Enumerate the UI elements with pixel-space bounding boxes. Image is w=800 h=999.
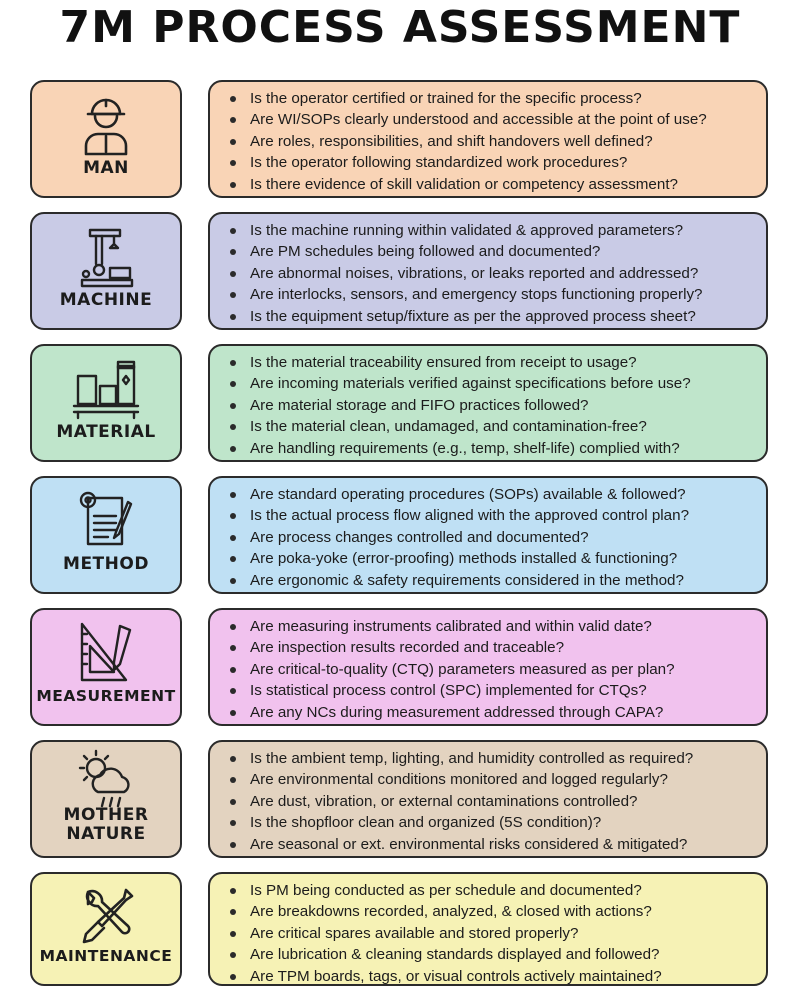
- category-card: [30, 476, 182, 594]
- checklist-item: Are material storage and FIFO practices followed?: [228, 395, 758, 416]
- section-material: [30, 344, 770, 462]
- section-mother-nature: [30, 740, 770, 858]
- category-label: MOTHER NATURE: [63, 805, 149, 844]
- checklist-box: [208, 212, 768, 330]
- checklist-item: Are handling requirements (e.g., temp, shelf-life) complied with?: [228, 438, 758, 459]
- section-maintenance: [30, 872, 770, 986]
- document-gear-icon: [32, 488, 180, 558]
- checklist-item: Is the material traceability ensured from receipt to usage?: [228, 352, 758, 373]
- checklist-item: Are environmental conditions monitored and logged regularly?: [228, 769, 758, 790]
- checklist-item: Is PM being conducted as per schedule and documented?: [228, 880, 758, 901]
- checklist-box: [208, 80, 768, 198]
- checklist-item: Is the shopfloor clean and organized (5S condition)?: [228, 812, 758, 833]
- section-man: [30, 80, 770, 198]
- checklist-item: Is there evidence of skill validation or competency assessment?: [228, 174, 758, 195]
- category-card: [30, 344, 182, 462]
- robotic-arm-icon: [32, 224, 180, 294]
- category-card: [30, 212, 182, 330]
- checklist-item: Is the equipment setup/fixture as per the approved process sheet?: [228, 306, 758, 327]
- checklist-item: Are seasonal or ext. environmental risks considered & mitigated?: [228, 834, 758, 855]
- category-label: MAINTENANCE: [39, 947, 173, 965]
- category-card: [30, 80, 182, 198]
- checklist-item: Is statistical process control (SPC) implemented for CTQs?: [228, 680, 758, 701]
- checklist-box: [208, 608, 768, 726]
- checklist-item: Are breakdowns recorded, analyzed, & closed with actions?: [228, 901, 758, 922]
- checklist-item: Is the ambient temp, lighting, and humidity controlled as required?: [228, 748, 758, 769]
- checklist-box: [208, 872, 768, 986]
- checklist-item: Are TPM boards, tags, or visual controls actively maintained?: [228, 966, 758, 987]
- checklist-item: Is the operator following standardized work procedures?: [228, 152, 758, 173]
- checklist-item: Are any NCs during measurement addressed through CAPA?: [228, 702, 758, 723]
- checklist-item: Are critical spares available and stored properly?: [228, 923, 758, 944]
- checklist-item: Are interlocks, sensors, and emergency stops functioning properly?: [228, 284, 758, 305]
- category-label: MATERIAL: [56, 422, 156, 442]
- checklist-item: Is the operator certified or trained for the specific process?: [228, 88, 758, 109]
- wrench-screwdriver-icon: [32, 884, 180, 954]
- page-title: 7M PROCESS ASSESSMENT: [59, 2, 741, 53]
- checklist-item: Are incoming materials verified against specifications before use?: [228, 373, 758, 394]
- checklist-item: Are measuring instruments calibrated and within valid date?: [228, 616, 758, 637]
- section-machine: [30, 212, 770, 330]
- checklist-item: Are ergonomic & safety requirements considered in the method?: [228, 570, 758, 591]
- checklist-item: Are inspection results recorded and traceable?: [228, 637, 758, 658]
- category-label: MACHINE: [59, 290, 153, 310]
- checklist-item: Are critical-to-quality (CTQ) parameters measured as per plan?: [228, 659, 758, 680]
- checklist-item: Are standard operating procedures (SOPs) available & followed?: [228, 484, 758, 505]
- category-label: METHOD: [63, 554, 149, 574]
- checklist-item: Are process changes controlled and documented?: [228, 527, 758, 548]
- checklist-item: Are lubrication & cleaning standards displayed and followed?: [228, 944, 758, 965]
- checklist-item: Is the actual process flow aligned with the approved control plan?: [228, 505, 758, 526]
- category-card: [30, 740, 182, 858]
- category-label: MEASUREMENT: [36, 687, 176, 705]
- checklist-box: [208, 476, 768, 594]
- storage-boxes-icon: [32, 356, 180, 426]
- category-label: MAN: [83, 158, 129, 178]
- category-card: [30, 872, 182, 986]
- category-card: [30, 608, 182, 726]
- ruler-pencil-icon: [32, 620, 180, 690]
- section-measurement: [30, 608, 770, 726]
- checklist-item: Is the material clean, undamaged, and contamination-free?: [228, 416, 758, 437]
- checklist-item: Are PM schedules being followed and documented?: [228, 241, 758, 262]
- checklist-item: Are roles, responsibilities, and shift handovers well defined?: [228, 131, 758, 152]
- checklist-item: Are poka-yoke (error-proofing) methods installed & functioning?: [228, 548, 758, 569]
- checklist-item: Is the machine running within validated & approved parameters?: [228, 220, 758, 241]
- checklist-box: [208, 344, 768, 462]
- checklist-box: [208, 740, 768, 858]
- checklist-item: Are dust, vibration, or external contaminations controlled?: [228, 791, 758, 812]
- section-method: [30, 476, 770, 594]
- worker-hardhat-icon: [32, 92, 180, 162]
- checklist-item: Are abnormal noises, vibrations, or leaks reported and addressed?: [228, 263, 758, 284]
- checklist-item: Are WI/SOPs clearly understood and accessible at the point of use?: [228, 109, 758, 130]
